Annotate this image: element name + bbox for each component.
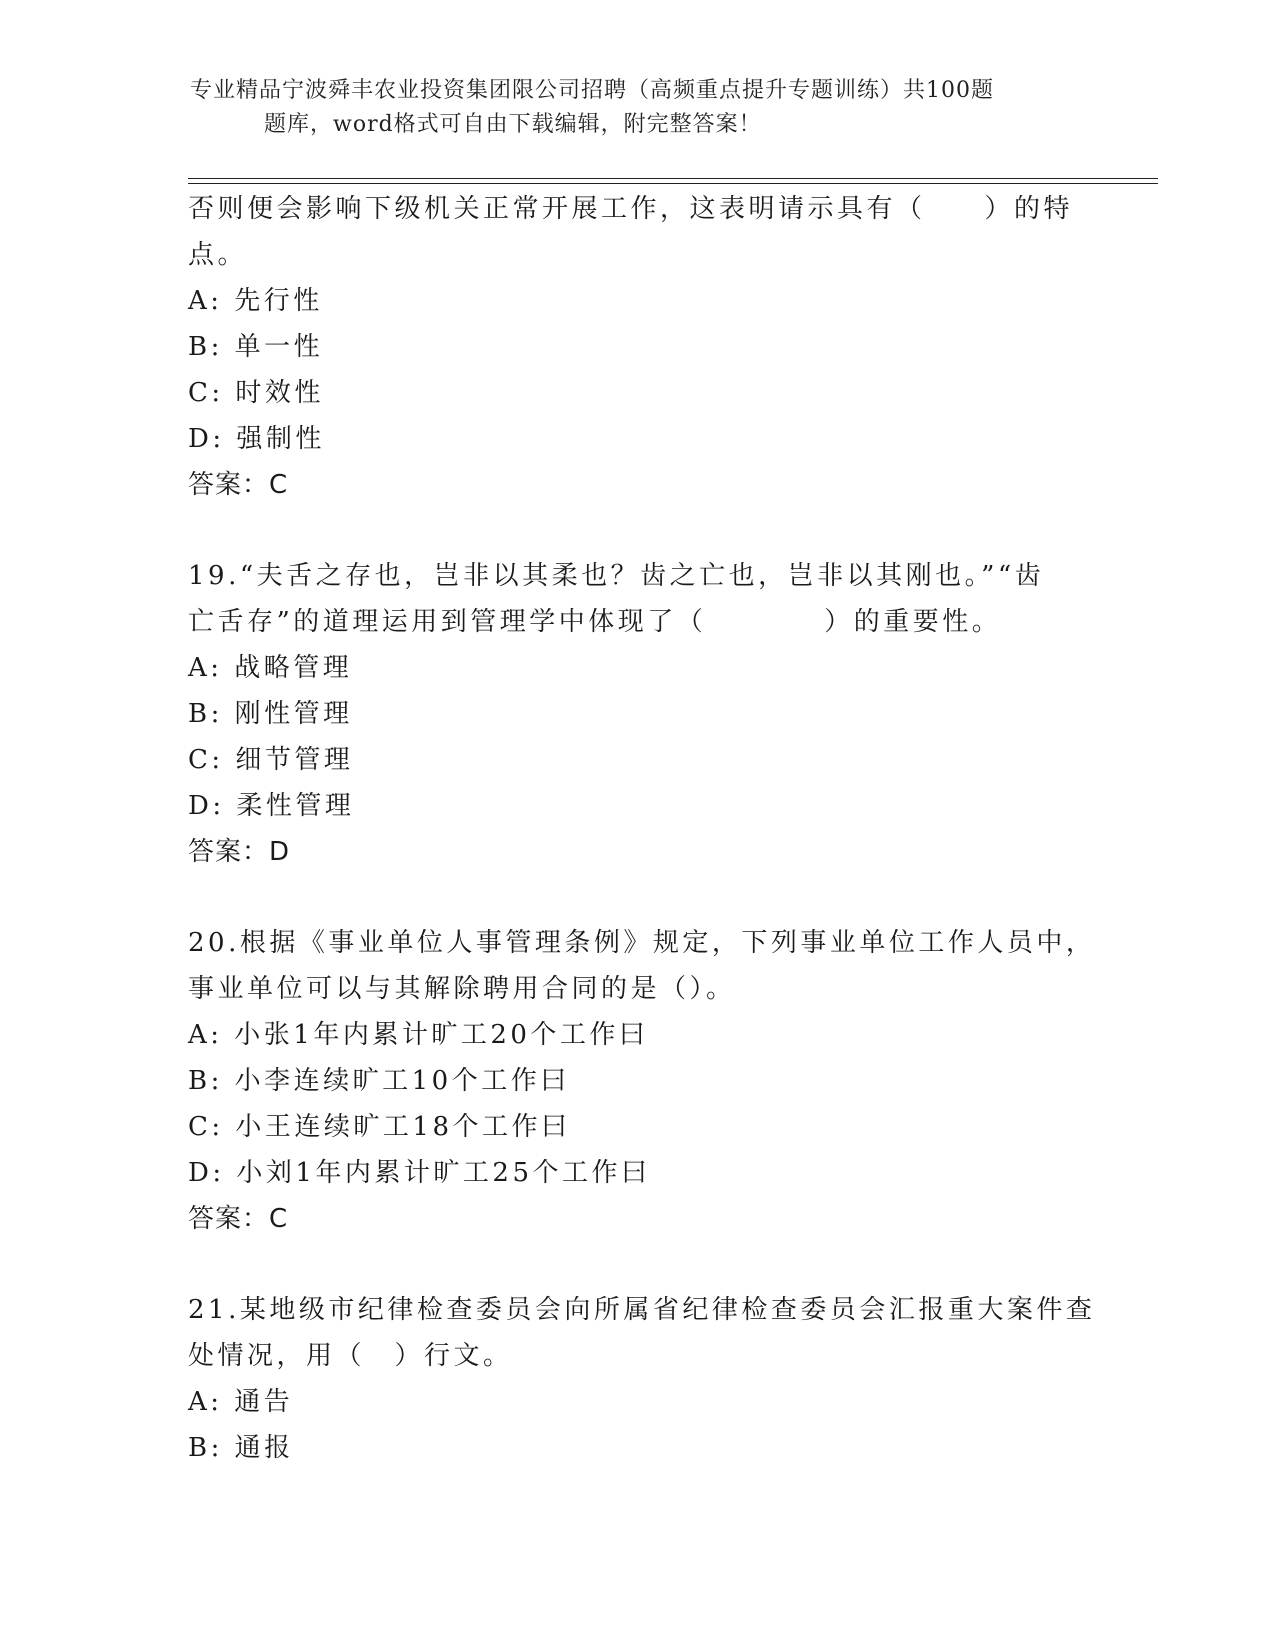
option-d: D: 强制性 [188,424,325,454]
question-text-line: 亡舌存”的道理运用到管理学中体现了（ ）的重要性。 [188,607,1002,637]
question-text-line: 20.根据《事业单位人事管理条例》规定，下列事业单位工作人员中， [188,928,1096,958]
option-b: B: 小李连续旷工10个工作曰 [188,1066,570,1096]
option-b: B: 通报 [188,1433,294,1463]
header-title-line1: 专业精品宁波舜丰农业投资集团限公司招聘（高频重点提升专题训练）共100题 [190,78,994,103]
header-divider-top [188,178,1158,179]
header-title-line2: 题库，word格式可自由下载编辑，附完整答案！ [264,112,762,137]
option-c: C: 时效性 [188,378,324,408]
question-text-line: 21.某地级市纪律检查委员会向所属省纪律检查委员会汇报重大案件查 [188,1295,1096,1325]
question-21 [188,1287,1096,1471]
question-text-line: 点。 [188,240,248,270]
option-a: A: 通告 [188,1387,294,1417]
option-c: C: 细节管理 [188,745,354,775]
answer-line: 答案：C [188,470,289,500]
option-a: A: 先行性 [188,286,323,316]
option-b: B: 单一性 [188,332,324,362]
question-18-continuation [188,186,1088,508]
question-20 [188,920,1096,1242]
question-19 [188,553,1088,875]
question-list [188,186,1096,1471]
question-text-line: 19.“夫舌之存也，岂非以其柔也？齿之亡也，岂非以其刚也。”“齿 [188,561,1045,591]
question-text-line: 处情况，用（ ）行文。 [188,1341,513,1371]
question-text-line: 否则便会影响下级机关正常开展工作，这表明请示具有（ ）的特 [188,194,1074,224]
option-b: B: 刚性管理 [188,699,353,729]
answer-line: 答案：D [188,837,291,867]
document-header [190,74,1070,142]
option-c: C: 小王连续旷工18个工作曰 [188,1112,571,1142]
option-d: D: 柔性管理 [188,791,355,821]
option-a: A: 战略管理 [188,653,353,683]
answer-line: 答案：C [188,1204,289,1234]
question-text-line: 事业单位可以与其解除聘用合同的是（）。 [188,974,736,1004]
header-divider-bottom [188,183,1158,184]
option-a: A: 小张1年内累计旷工20个工作曰 [188,1020,649,1050]
option-d: D: 小刘1年内累计旷工25个工作曰 [188,1158,651,1188]
